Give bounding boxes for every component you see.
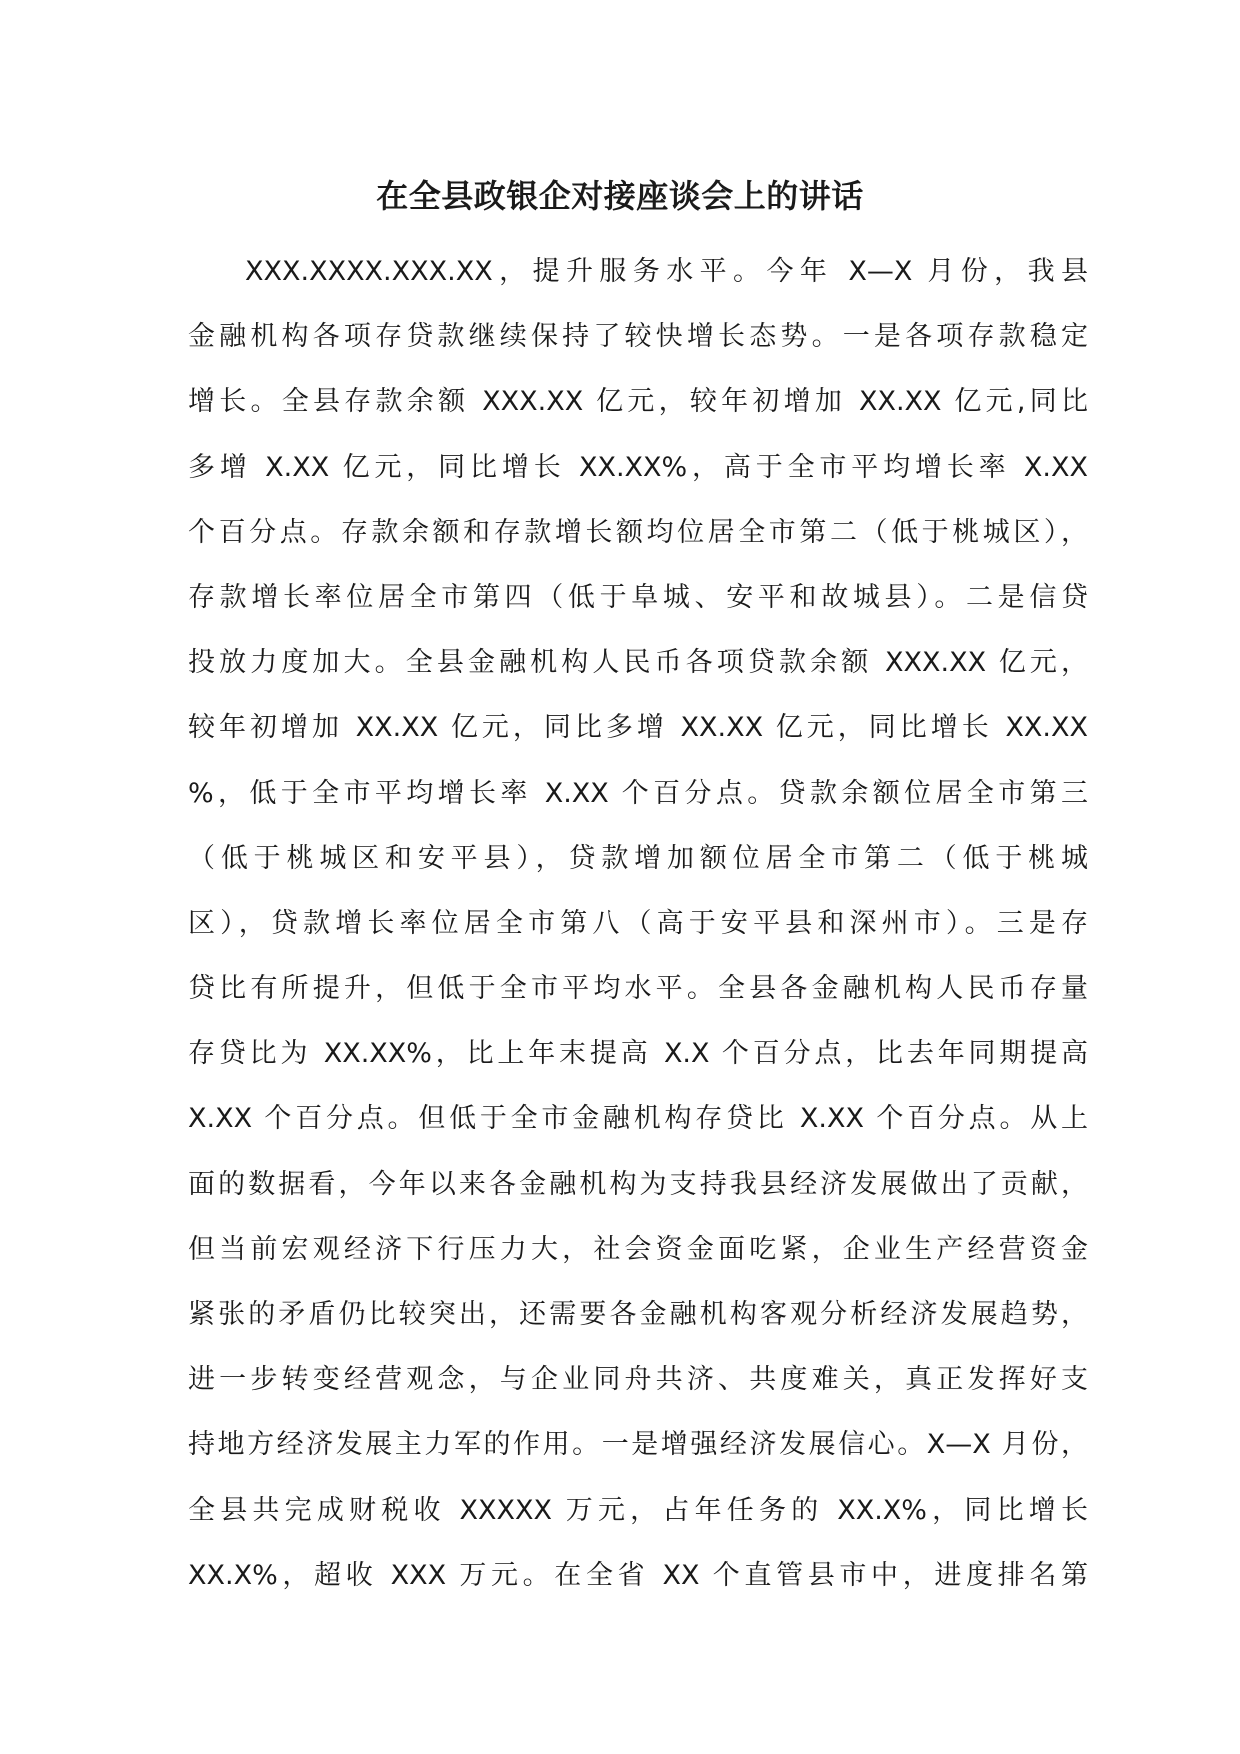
body-line: 贷比有所提升，但低于全市平均水平。全县各金融机构人民币存量 [188,973,1088,1005]
body-line: 投放力度加大。全县金融机构人民币各项贷款余额 XXX.XX 亿元， [188,647,1088,679]
body-line: 全县共完成财税收 XXXXX 万元，占年任务的 XX.X%，同比增长 [188,1494,1088,1526]
body-line: XX.X%，超收 XXX 万元。在全省 XX 个直管县市中，进度排名第 [188,1559,1088,1591]
body-line: 持地方经济发展主力军的作用。一是增强经济发展信心。X—X 月份， [188,1429,1088,1461]
body-line: 增长。全县存款余额 XXX.XX 亿元，较年初增加 XX.XX 亿元,同比 [188,386,1088,418]
document-title: 在全县政银企对接座谈会上的讲话 [376,177,864,215]
body-line: 存贷比为 XX.XX%，比上年末提高 X.X 个百分点，比去年同期提高 [188,1038,1088,1070]
body-line: 较年初增加 XX.XX 亿元，同比多增 XX.XX 亿元，同比增长 XX.XX [188,712,1088,744]
body-line: %，低于全市平均增长率 X.XX 个百分点。贷款余额位居全市第三 [188,777,1088,809]
body-line: 存款增长率位居全市第四（低于阜城、安平和故城县）。二是信贷 [188,581,1088,613]
document-body [188,239,1088,1608]
body-line: 区），贷款增长率位居全市第八（高于安平县和深州市）。三是存 [188,907,1088,939]
body-line: XXX.XXXX.XXX.XX，提升服务水平。今年 X—X 月份，我县 [245,256,1088,287]
body-line: 但当前宏观经济下行压力大，社会资金面吃紧，企业生产经营资金 [188,1233,1088,1265]
body-line: 个百分点。存款余额和存款增长额均位居全市第二（低于桃城区）， [188,516,1088,548]
body-line: X.XX 个百分点。但低于全市金融机构存贷比 X.XX 个百分点。从上 [188,1103,1088,1135]
body-line: 紧张的矛盾仍比较突出，还需要各金融机构客观分析经济发展趋势， [188,1299,1088,1330]
body-line: 金融机构各项存贷款继续保持了较快增长态势。一是各项存款稳定 [188,321,1088,353]
body-line: （低于桃城区和安平县），贷款增加额位居全市第二（低于桃城 [188,842,1088,874]
body-line: 进一步转变经营观念，与企业同舟共济、共度难关，真正发挥好支 [188,1364,1088,1396]
body-line: 面的数据看，今年以来各金融机构为支持我县经济发展做出了贡献， [188,1168,1088,1200]
body-line: 多增 X.XX 亿元，同比增长 XX.XX%，高于全市平均增长率 X.XX [188,451,1088,483]
